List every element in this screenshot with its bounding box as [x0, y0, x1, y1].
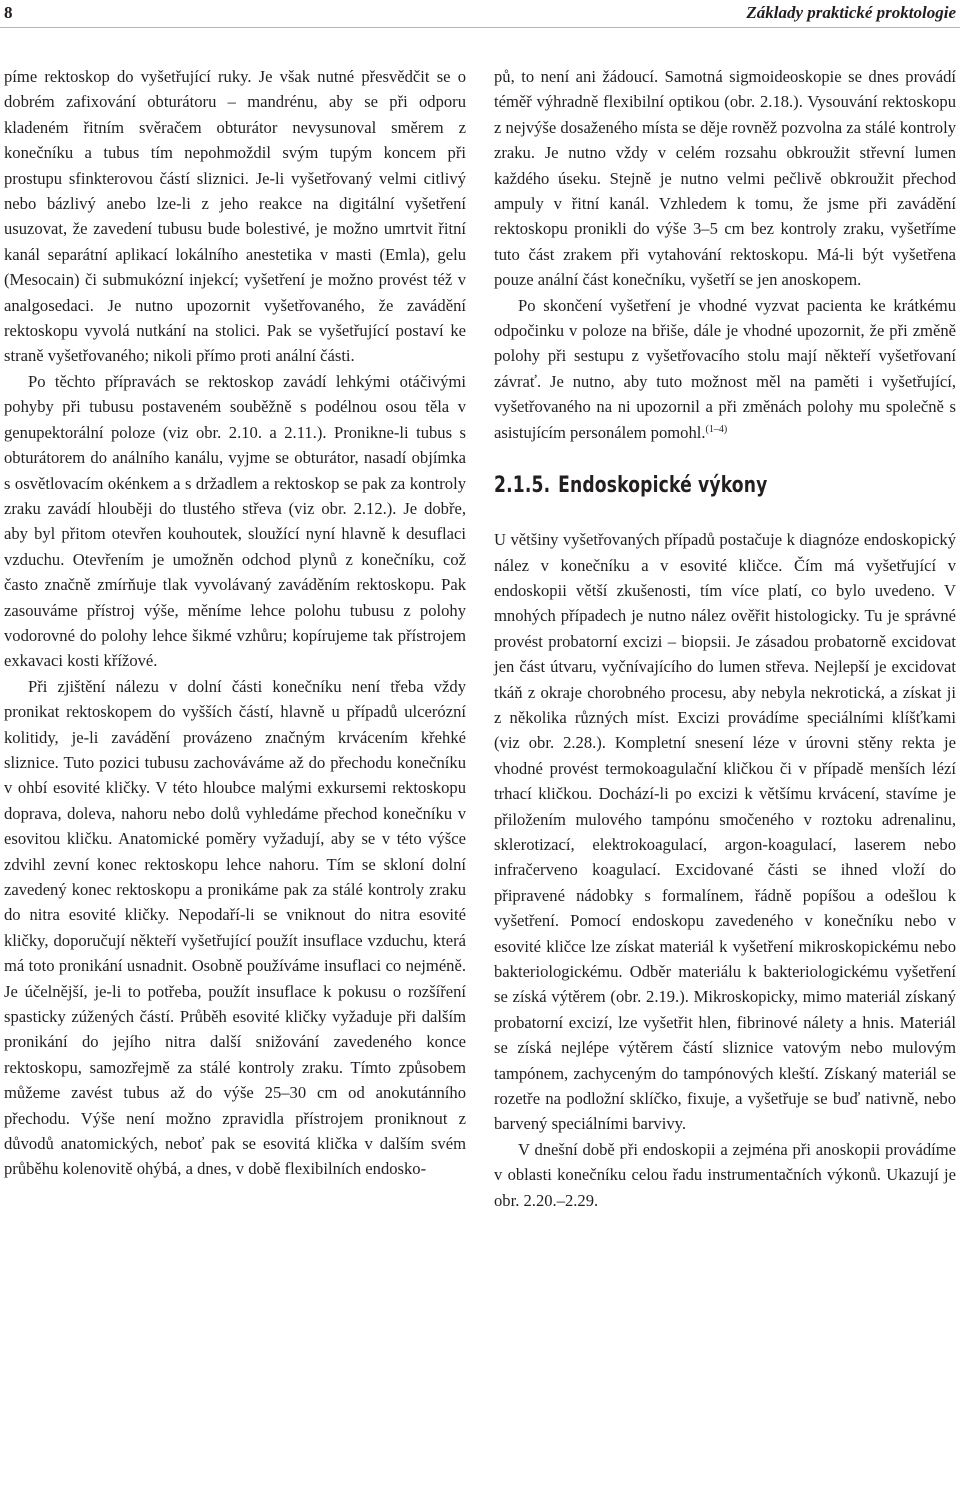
page-header	[0, 0, 960, 28]
paragraph: V dnešní době při endoskopii a zejména při anoskopii provádíme v oblasti konečníku celou řadu instrumentačních výkonů. Ukazují je obr. 2.20.–2.29.	[494, 1139, 956, 1210]
section-title: Endoskopické výkony	[558, 473, 768, 499]
citation: (1–4)	[705, 423, 728, 435]
paragraph: U většiny vyšetřovaných případů postačuje k diagnóze endoskopický nález v konečníku a v esovité kličce. Čím má vyšetřující v endoskopii větší zkušenosti, tím více platí, co bylo uvedeno. V mnohých případech je nutno nález ověřit histologicky. Tu je správné provést probatorní excizi – biopsii. Je zásadou probatorně excidovat jen část útvaru, vyčnívajícího do lumen střeva. Nejlepší je excidovat tkáň z okraje chorobného procesu, aby nebyla nekrotická, a získat ji z několika různých míst. Excizi provádíme speciálními klíšťkami (viz obr. 2.28.). Kompletní snesení léze v úrovni stěny rekta je vhodné provést termokoagulační kličkou či v případě menších lézí trhací kličkou. Dochází-li po excizi k většímu krvácení, stavíme je přiložením mulového tampónu smočeného v roztoku adrenalinu, sklerotizací, elektrokoagulací, argon-koagulací, laserem nebo infračerveno koagulací. Excidované části se ihned vloží do připravené nádobky s formalínem, řádně popíšou a odešlou k vyšetření. Pomocí endoskopu zavedeného v konečníku nebo v esovité kličce lze získat materiál k vyšetření mikroskopickému nebo bakteriologickému. Odběr materiálu k bakteriologickému vyšetření se získá výtěrem (obr. 2.19.). Mikroskopicky, mimo materiál získaný probatorní excizí, lze vyšetřit hlen, fibrinové nálety a hnis. Materiál se získá nejlépe výtěrem částí sliznice vatovým nebo mulovým tampónem, zachyceným do tampónových kleští. Získaný materiál se rozetře na podložní sklíčko, fixuje, a vyšetřuje se buď nativně, nebo barvený speciálními barvivy.	[494, 530, 956, 1134]
paragraph: Po těchto přípravách se rektoskop zavádí lehkými otáčivými pohyby při tubusu postaveném souběžně s podélnou osou těla v genupektorální poloze (viz obr. 2.10. a 2.11.). Pronikne-li tubus s obturátorem do análního kanálu, vyjme se obturátor, nasadí objímka s osvětlovacím okénkem a s držadlem a rektoskop se pak za kontroly zraku zavádí hlouběji do tlustého střeva (viz obr. 2.12.). Je dobře, aby byl přitom otevřen kouhoutek, sloužící nyní hlavně k desuflaci vzduchu. Otevřením je umožněn odchod plynů z konečníku, což často značně zmírňuje tlak vyvolávaný zaváděním rektoskopu. Pak zasouváme přístroj výše, měníme lehce polohu tubusu z polohy vodorovné do polohy lehce šikmé vzhůru; kopírujeme tak přístrojem exkavaci kosti křížové.	[4, 371, 466, 671]
running-title: Základy praktické proktologie	[746, 3, 956, 22]
paragraph: píme rektoskop do vyšetřující ruky. Je však nutné přesvědčit se o dobrém zafixování obturátoru – mandrénu, aby se při odporu kladeném řitním svěračem obturátor nevysunoval směrem z konečníku a tubus tím nepohmoždil svým tupým koncem při prostupu sfinkterovou částí sliznici. Je-li vyšetřovaný velmi citlivý nebo bázlivý anebo lze-li z jeho reakce na digitální vyšetření usuzovat, že zavedení tubusu bude bolestivé, je možno umrtvit řitní kanál separátní aplikací lokálního anestetika v masti (Emla), gelu (Mesocain) či submukózní injekcí; vyšetření je možno provést též v analgosedaci. Je nutno upozornit vyšetřovaného, že zavádění rektoskopu vyvolá nutkání na stolici. Pak se vyšetřující postaví ke straně vyšetřovaného; nikoli přímo proti anální části.	[4, 67, 466, 366]
section-heading	[494, 472, 854, 500]
page-number: 8	[4, 3, 13, 22]
section-number: 2.1.5.	[494, 473, 551, 499]
paragraph-with-citation	[494, 293, 956, 445]
paragraph: Při zjištění nálezu v dolní části konečníku není třeba vždy pronikat rektoskopem do vyšších částí, hlavně u případů ulcerózní kolitidy, je-li zavádění provázeno značným krvácením křehké sliznice. Tuto pozici tubusu zachováváme až do přechodu konečníku v ohbí esovité kličky. V této hloubce malými exkursemi rektoskopu doprava, doleva, nahoru nebo dolů vyhledáme přechod konečníku v esovitou kličku. Anatomické poměry vyžadují, aby se v této výšce zdvihl zevní konec rektoskopu lehce nahoru. Tím se skloní dolní zavedený konec rektoskopu a pronikáme pak za stálé kontroly zraku do nitra esovité kličky. Nepodaří-li se vniknout do nitra esovité kličky, doporučují někteří vyšetřující použít insuflace vzduchu, která má toto pronikání usnadnit. Osobně používáme insuflaci co nejméně. Je účelnější, je-li to potřeba, použít insuflace k pokusu o rozšíření spasticky zúžených částí. Průběh esovité kličky vyžaduje při dalším pronikání do jejího nitra další snižování zavedeného konce rektoskopu, samozřejmě za stálé kontroly zraku. Tímto způsobem můžeme zavést tubus až do výše 25–30 cm od anokutánního přechodu. Výše není možno zpravidla přístrojem proniknout z důvodů anatomických, neboť pak se esovitá klička v dalším svém průběhu kolenovitě ohýbá, a dnes, v době flexibilních endosko-	[4, 676, 466, 1179]
paragraph: pů, to není ani žádoucí. Samotná sigmoideoskopie se dnes provádí téměř výhradně flexibilní optikou (obr. 2.18.). Vysouvání rektoskopu z nejvýše dosaženého místa se děje rovněž pozvolna za stálé kontroly zraku. Je nutno vždy v celém rozsahu obkroužit střevní lumen každého úseku. Stejně je nutno velmi pečlivě obkroužit přechod ampuly v řitní kanál. Vzhledem k tomu, že jsme při zavádění rektoskopu pronikli do výše 3–5 cm bez kontroly zraku, vyšetříme tuto část zrakem při vytahování rektoskopu. Má-li být vyšetřena pouze anální část konečníku, vyšetří se jen anoskopem.	[494, 67, 956, 290]
left-column	[4, 64, 466, 1182]
right-column	[494, 64, 956, 1213]
paragraph-text: Po skončení vyšetření je vhodné vyzvat pacienta ke krátkému odpočinku v poloze na břiše, dále je vhodné upozornit, že při změně polohy při sestupu z vyšetřovacího stolu mají někteří vyšetřovaní závrať. Je nutno, aby tuto možnost měl na paměti i vyšetřující, vyšetřovaného na ni upozornil a při změnách polohy mu společně s asistujícím personálem pomohl.	[494, 295, 956, 442]
